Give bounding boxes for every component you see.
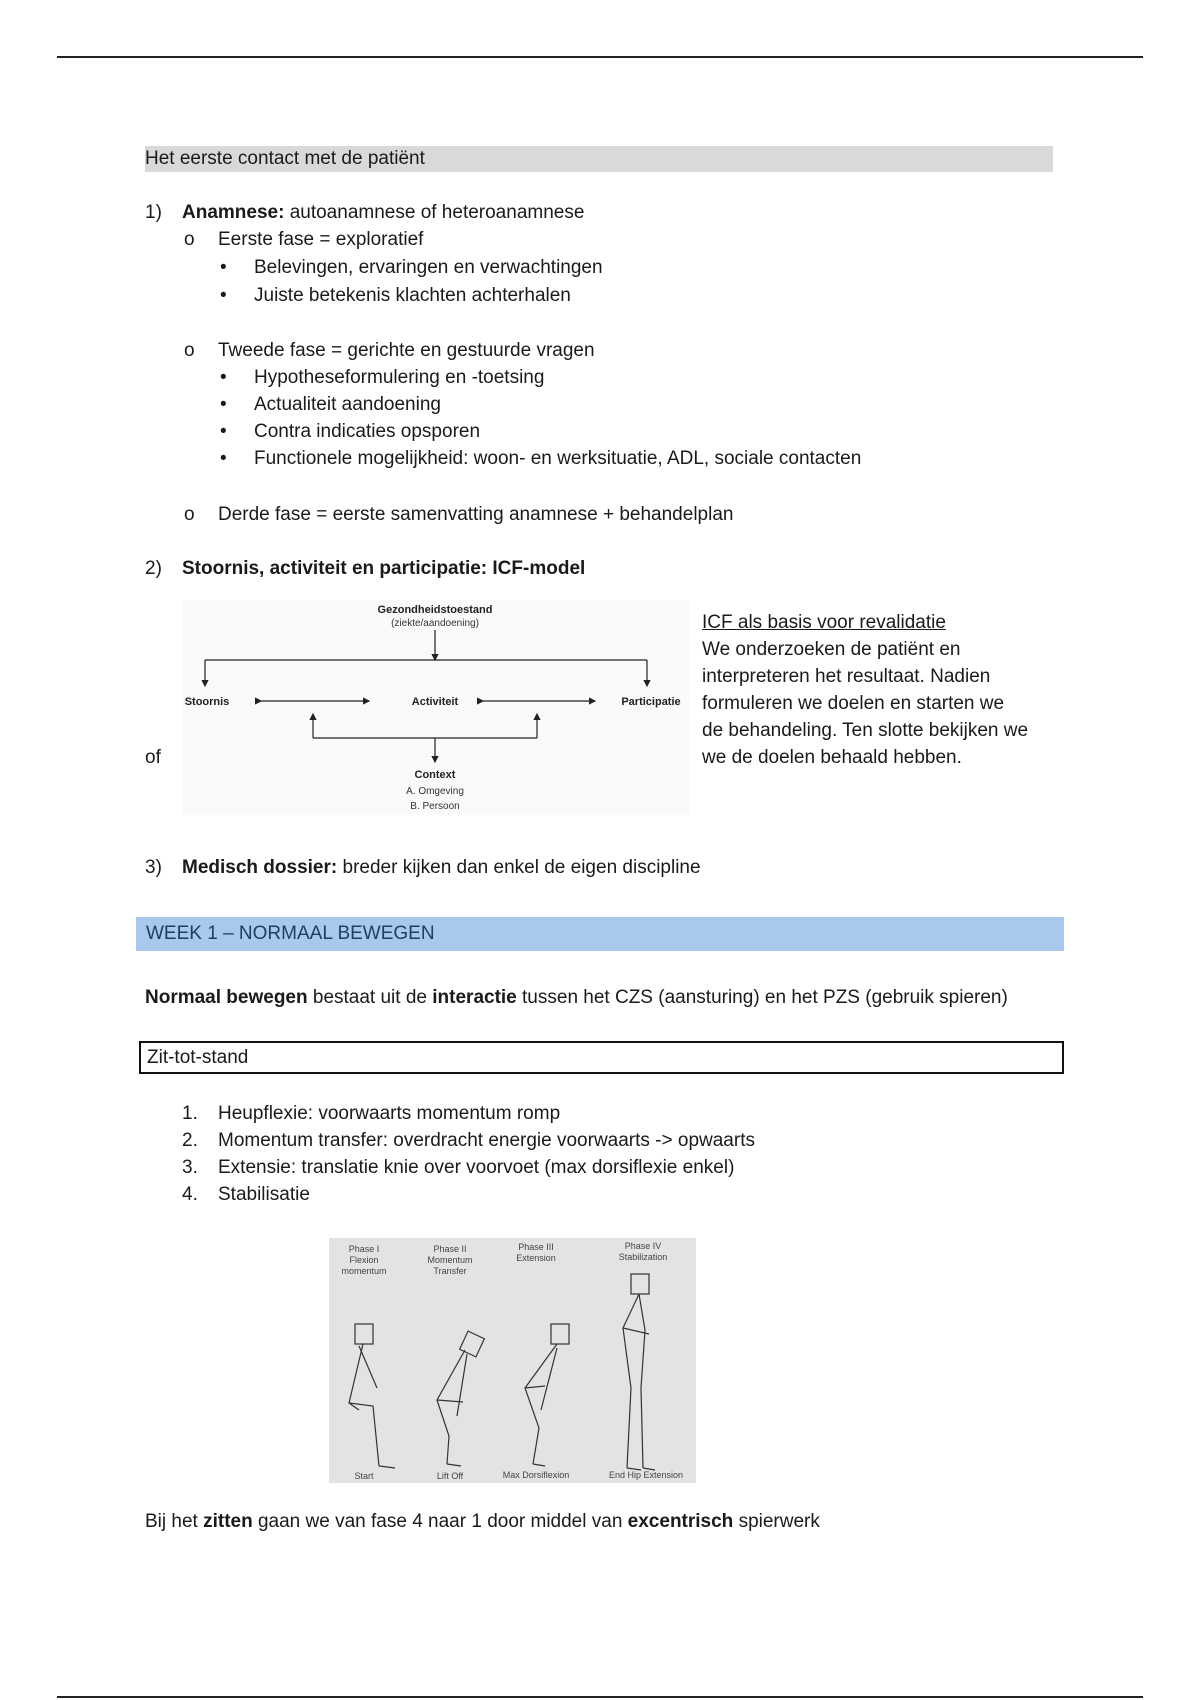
intro-text-1: bestaat uit de [307, 987, 433, 1008]
phase-2-label: Phase II [433, 1244, 467, 1254]
phase-4-label: Phase IV [624, 1241, 662, 1251]
icf-side-line: formuleren we doelen en starten we [702, 693, 1005, 714]
phase-3-label: Phase III [518, 1242, 554, 1252]
step-text: Extensie: translatie knie over voorvoet (max dorsiflexie enkel) [218, 1157, 735, 1178]
bullet-marker: • [220, 448, 227, 469]
bullet-marker: • [220, 394, 227, 415]
of-label: of [145, 747, 161, 768]
phase-1-text: Eerste fase = exploratief [218, 229, 424, 250]
phase-1-bullet: Belevingen, ervaringen en verwachtingen [254, 257, 603, 278]
icf-top-sub: (ziekte/aandoening) [391, 618, 479, 629]
icf-bottom-label: Context [414, 769, 456, 781]
phase-2-bullet: Contra indicaties opsporen [254, 421, 481, 442]
step-text: Heupflexie: voorwaarts momentum romp [218, 1103, 561, 1124]
subheading-box [139, 1041, 1064, 1074]
phase-2-bullet: Hypotheseformulering en -toetsing [254, 367, 545, 388]
closing-sentence [145, 1510, 820, 1534]
phase-3-label: Extension [516, 1253, 556, 1263]
step-number: 3. [182, 1157, 198, 1178]
step-number: 1. [182, 1103, 198, 1124]
icf-side-line: de behandeling. Ten slotte bekijken we [702, 720, 1029, 741]
phase-2-text: Tweede fase = gerichte en gestuurde vragen [218, 340, 595, 361]
closing-bold-2: excentrisch [627, 1511, 734, 1532]
figure-bottom-label: End Hip Extension [608, 1470, 684, 1480]
bullet-marker: • [220, 421, 227, 442]
phase-2-label: Transfer [433, 1266, 467, 1276]
closing-bold-1: zitten [203, 1511, 253, 1532]
phase-1-marker: o [184, 229, 195, 250]
item-3-bold: Medisch dossier: [182, 857, 338, 878]
phase-3-text: Derde fase = eerste samenvatting anamnese + behandelplan [218, 504, 734, 525]
icf-top-label: Gezondheidstoestand [377, 604, 493, 616]
item-2-number: 2) [145, 558, 162, 579]
icf-bottom-a: A. Omgeving [406, 786, 464, 797]
closing-text-2: gaan we van fase 4 naar 1 door middel van [252, 1511, 628, 1532]
item-2-bold: Stoornis, activiteit en participatie: ICF-model [182, 558, 586, 579]
icf-side-line: we de doelen behaald hebben. [702, 747, 962, 768]
figure-bottom-label: Start [354, 1471, 374, 1481]
icf-left-label: Stoornis [184, 696, 230, 708]
figure-bottom-label: Max Dorsiflexion [502, 1470, 570, 1480]
phase-1-label: momentum [341, 1266, 387, 1276]
footer-rule [57, 1696, 1143, 1698]
item-3-text [182, 856, 701, 880]
subheading-text: Zit-tot-stand [147, 1047, 249, 1068]
item-3-number: 3) [145, 857, 162, 878]
step-text: Stabilisatie [218, 1184, 310, 1205]
item-3-rest: breder kijken dan enkel de eigen discipline [337, 857, 701, 878]
bullet-marker: • [220, 257, 227, 278]
section-heading-text: Het eerste contact met de patiënt [145, 148, 425, 169]
closing-text-1: Bij het [145, 1511, 204, 1532]
step-text: Momentum transfer: overdracht energie voorwaarts -> opwaarts [218, 1130, 755, 1151]
item-1-text [182, 201, 584, 225]
item-1-bold: Anamnese: [182, 202, 285, 223]
header-rule [57, 56, 1143, 58]
phase-3-marker: o [184, 504, 195, 525]
bullet-marker: • [220, 285, 227, 306]
intro-text-2: tussen het CZS (aansturing) en het PZS (gebruik spieren) [516, 987, 1008, 1008]
icf-middle-label: Activiteit [411, 696, 459, 708]
phase-2-bullet: Actualiteit aandoening [254, 394, 441, 415]
phase-1-label: Phase I [348, 1244, 380, 1254]
icf-bottom-b: B. Persoon [410, 801, 460, 812]
phase-1-bullet: Juiste betekenis klachten achterhalen [254, 285, 571, 306]
section-heading [145, 146, 1053, 172]
icf-right-label: Participatie [621, 696, 681, 708]
bullet-marker: • [220, 367, 227, 388]
intro-bold-1: Normaal bewegen [145, 987, 308, 1008]
step-number: 2. [182, 1130, 198, 1151]
phase-4-label: Stabilization [618, 1252, 668, 1262]
week-heading-text: WEEK 1 – NORMAAL BEWEGEN [146, 923, 435, 944]
week-intro [145, 986, 1008, 1010]
phase-1-label: Flexion [349, 1255, 379, 1265]
icf-side-title: ICF als basis voor revalidatie [702, 612, 946, 633]
step-number: 4. [182, 1184, 198, 1205]
item-1-number: 1) [145, 202, 162, 223]
icf-side-line: We onderzoeken de patiënt en [702, 639, 961, 660]
icf-diagram [183, 600, 689, 815]
phase-2-bullet: Functionele mogelijkheid: woon- en werksituatie, ADL, sociale contacten [254, 448, 862, 469]
intro-bold-2: interactie [432, 987, 517, 1008]
phase-2-marker: o [184, 340, 195, 361]
figure-bottom-label: Lift Off [436, 1471, 464, 1481]
closing-text-3: spierwerk [733, 1511, 820, 1532]
item-1-rest: autoanamnese of heteroanamnese [284, 202, 585, 223]
week-heading [136, 917, 1064, 951]
item-2-text [182, 557, 585, 581]
sit-to-stand-figure [329, 1238, 696, 1483]
icf-side-line: interpreteren het resultaat. Nadien [702, 666, 991, 687]
phase-2-label: Momentum [427, 1255, 473, 1265]
